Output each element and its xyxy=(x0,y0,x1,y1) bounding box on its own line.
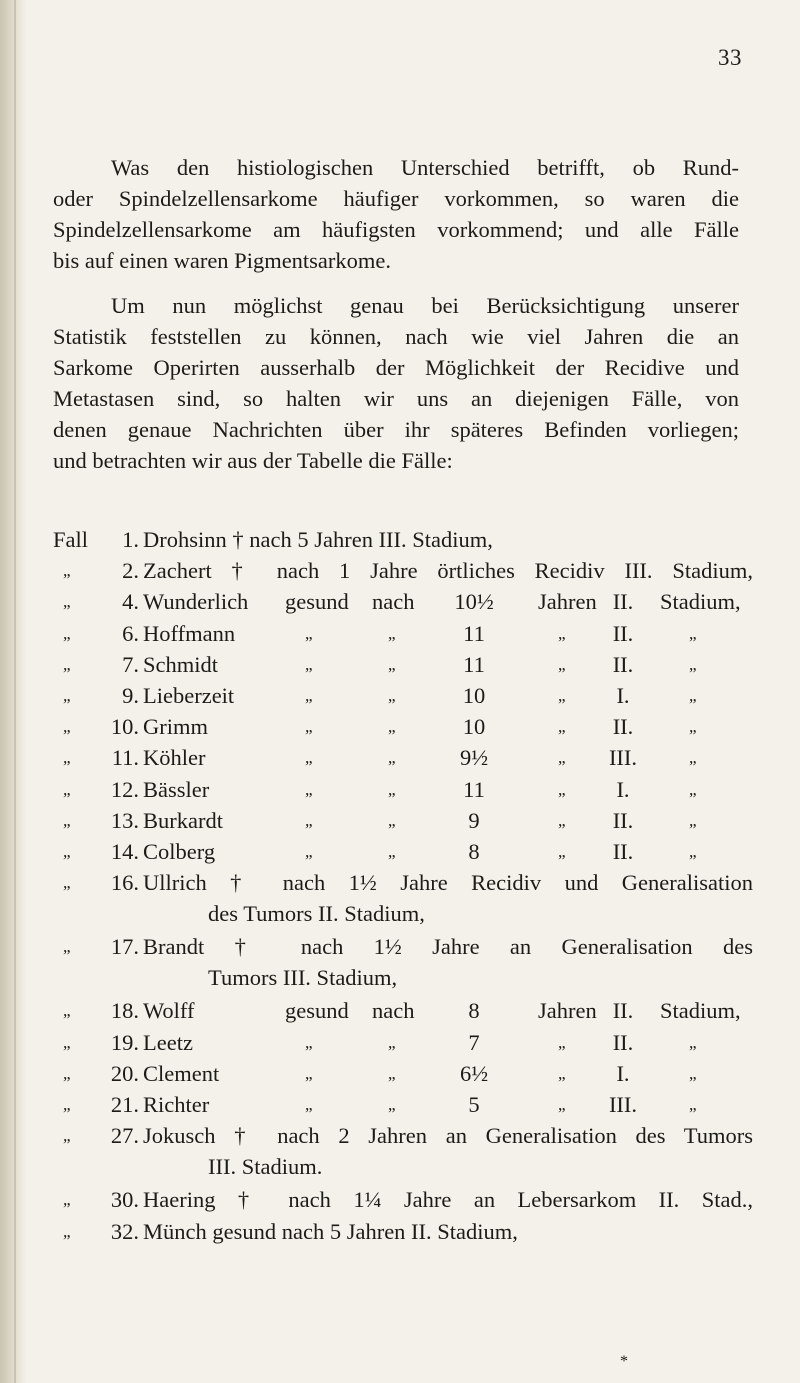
ditto-mark: „ xyxy=(558,1063,565,1083)
case-text-continuation: III. Stadium. xyxy=(208,1154,323,1180)
case-row xyxy=(53,836,753,867)
ditto-mark: „ xyxy=(305,748,312,768)
case-number: 16. xyxy=(110,870,139,896)
case-row xyxy=(53,618,753,649)
paragraph-line: Spindelzellensarkome am häufigsten vorkommend; und alle Fälle xyxy=(53,217,739,242)
case-number: 30. xyxy=(110,1187,139,1213)
case-stage: II. xyxy=(612,807,634,833)
paragraph-line: Metastasen sind, so halten wir uns an diejenigen Fälle, von xyxy=(53,386,739,411)
ditto-mark: „ xyxy=(689,810,696,830)
case-row-continuation xyxy=(53,962,753,995)
case-stage: I. xyxy=(616,682,630,708)
case-number: 27. xyxy=(110,1123,139,1149)
case-stage: III. xyxy=(608,1092,638,1117)
ditto-mark: „ xyxy=(558,810,565,830)
case-row xyxy=(53,1120,753,1151)
ditto-mark: „ xyxy=(558,654,565,674)
case-nach: nach xyxy=(372,998,415,1024)
ditto-mark: „ xyxy=(305,685,312,705)
ditto-mark: „ xyxy=(388,654,395,674)
case-years: 11 xyxy=(463,651,485,677)
case-number: 1. xyxy=(122,527,139,552)
case-name: Clement xyxy=(143,1060,220,1086)
paragraph-line: oder Spindelzellensarkome häufiger vorkommen, so waren die xyxy=(53,186,739,211)
case-row xyxy=(53,1184,753,1215)
case-name: Wolff xyxy=(143,998,195,1024)
ditto-mark: „ xyxy=(558,1095,565,1114)
case-text-continuation: Tumors III. Stadium, xyxy=(208,965,398,991)
case-row xyxy=(53,680,753,711)
ditto-mark: „ xyxy=(305,810,312,830)
ditto-mark: „ xyxy=(63,779,70,799)
case-number: 17. xyxy=(110,934,139,960)
case-jahren: Jahren xyxy=(538,998,597,1024)
case-number: 32. xyxy=(110,1218,139,1244)
case-years: 11 xyxy=(463,620,485,646)
ditto-mark: „ xyxy=(689,654,696,674)
ditto-mark: „ xyxy=(63,748,70,768)
case-number: 10. xyxy=(110,714,139,740)
case-number: 7. xyxy=(122,651,139,677)
ditto-mark: „ xyxy=(388,1032,395,1052)
ditto-mark: „ xyxy=(689,717,696,737)
case-status: gesund xyxy=(285,589,349,615)
ditto-mark: „ xyxy=(558,748,565,768)
case-stage: II. xyxy=(612,589,634,615)
ditto-mark: „ xyxy=(63,1126,70,1146)
ditto-mark: „ xyxy=(63,685,70,705)
case-years: 10 xyxy=(462,682,486,708)
case-number: 11. xyxy=(111,745,139,771)
ditto-mark: „ xyxy=(63,1190,70,1210)
case-nach: nach xyxy=(372,589,415,615)
paragraph-line: und betrachten wir aus der Tabelle die Fälle: xyxy=(53,448,453,473)
case-stadium: Stadium, xyxy=(660,589,741,615)
ditto-mark: „ xyxy=(558,841,565,861)
ditto-mark: „ xyxy=(305,841,312,861)
case-row xyxy=(53,805,753,836)
case-number: 21. xyxy=(110,1092,139,1117)
case-stage: II. xyxy=(612,838,634,864)
ditto-mark: „ xyxy=(689,685,696,705)
paragraph-line: Sarkome Operirten ausserhalb der Möglichkeit der Recidive und xyxy=(53,355,739,380)
ditto-mark: „ xyxy=(388,1063,395,1083)
case-years: 6½ xyxy=(459,1060,489,1086)
ditto-mark: „ xyxy=(689,1063,696,1083)
ditto-mark: „ xyxy=(558,623,565,643)
case-number: 20. xyxy=(110,1060,139,1086)
case-years: 10½ xyxy=(454,589,494,615)
case-text: Münch gesund nach 5 Jahren II. Stadium, xyxy=(143,1218,518,1244)
case-stage: II. xyxy=(612,651,634,677)
case-number: 2. xyxy=(122,558,139,584)
ditto-mark: „ xyxy=(388,717,395,737)
case-name: Hoffmann xyxy=(143,620,236,646)
ditto-mark: „ xyxy=(388,685,395,705)
case-name: Colberg xyxy=(143,838,216,864)
case-name: Leetz xyxy=(143,1029,193,1055)
case-name: Richter xyxy=(143,1092,210,1117)
case-stage: I. xyxy=(616,776,630,802)
case-row xyxy=(53,555,753,586)
ditto-mark: „ xyxy=(305,1063,312,1083)
case-stage: II. xyxy=(612,620,634,646)
case-row xyxy=(53,524,753,555)
case-row xyxy=(53,1216,753,1247)
ditto-mark: „ xyxy=(63,841,70,861)
ditto-mark: „ xyxy=(63,1095,70,1114)
case-list xyxy=(53,524,753,1247)
case-years: 5 xyxy=(468,1092,480,1117)
ditto-mark: „ xyxy=(63,561,70,581)
ditto-mark: „ xyxy=(689,1032,696,1052)
page-number: 33 xyxy=(718,45,742,70)
case-number: 9. xyxy=(122,682,139,708)
paragraph-line: bis auf einen waren Pigmentsarkome. xyxy=(53,248,392,273)
case-row xyxy=(53,1089,753,1120)
paragraph-line: denen genaue Nachrichten über ihr späteres Befinden vorliegen; xyxy=(53,417,739,442)
case-name: Lieberzeit xyxy=(143,682,235,708)
case-years: 9½ xyxy=(459,745,489,771)
ditto-mark: „ xyxy=(63,810,70,830)
case-row xyxy=(53,742,753,773)
case-number: 6. xyxy=(122,620,139,646)
ditto-mark: „ xyxy=(558,779,565,799)
case-status: gesund xyxy=(285,998,349,1024)
ditto-mark: „ xyxy=(63,873,70,893)
ditto-mark: „ xyxy=(388,623,395,643)
ditto-mark: „ xyxy=(63,937,70,957)
case-years: 9 xyxy=(468,807,480,833)
case-row xyxy=(53,1058,753,1089)
case-row xyxy=(53,931,753,962)
case-text: Jokusch † nach 2 Jahren an Generalisation des Tumors xyxy=(143,1123,753,1149)
ditto-mark: „ xyxy=(388,748,395,768)
ditto-mark: „ xyxy=(388,779,395,799)
ditto-mark: „ xyxy=(558,685,565,705)
case-text: Drohsinn † nach 5 Jahren III. Stadium, xyxy=(143,527,493,552)
case-years: 7 xyxy=(468,1029,480,1055)
case-number: 19. xyxy=(110,1029,139,1055)
case-name: Burkardt xyxy=(143,807,223,833)
case-row xyxy=(53,649,753,680)
case-number: 18. xyxy=(110,998,139,1024)
ditto-mark: „ xyxy=(63,1001,70,1021)
case-row-continuation xyxy=(53,1151,753,1184)
case-name: Schmidt xyxy=(143,651,219,677)
ditto-mark: „ xyxy=(689,841,696,861)
ditto-mark: „ xyxy=(689,623,696,643)
ditto-mark: „ xyxy=(305,779,312,799)
ditto-mark: „ xyxy=(689,779,696,799)
ditto-mark: „ xyxy=(305,654,312,674)
case-stage: II. xyxy=(612,1029,634,1055)
ditto-mark: „ xyxy=(558,1032,565,1052)
ditto-mark: „ xyxy=(305,1095,312,1114)
ditto-mark: „ xyxy=(305,1032,312,1052)
ditto-mark: „ xyxy=(558,717,565,737)
ditto-mark: „ xyxy=(388,810,395,830)
case-number: 12. xyxy=(110,776,139,802)
case-stage: II. xyxy=(612,714,634,740)
case-years: 8 xyxy=(468,838,480,864)
case-stage: III. xyxy=(608,745,638,771)
ditto-mark: „ xyxy=(63,592,70,612)
case-stadium: Stadium, xyxy=(660,998,741,1024)
ditto-mark: „ xyxy=(388,841,395,861)
case-name: Köhler xyxy=(143,745,206,771)
case-name: Wunderlich xyxy=(143,589,249,615)
case-text: Ullrich † nach 1½ Jahre Recidiv und Generalisation xyxy=(143,870,753,896)
case-name: Grimm xyxy=(143,714,208,740)
case-row xyxy=(53,867,753,898)
case-row xyxy=(53,586,753,617)
ditto-mark: „ xyxy=(305,623,312,643)
case-text: Zachert † nach 1 Jahre örtliches Recidiv III. Stadium, xyxy=(143,558,753,584)
case-name: Bässler xyxy=(143,776,210,802)
case-years: 10 xyxy=(462,714,486,740)
ditto-mark: „ xyxy=(63,623,70,643)
case-years: 11 xyxy=(463,776,485,802)
ditto-mark: „ xyxy=(63,717,70,737)
ditto-mark: „ xyxy=(388,1095,395,1114)
ditto-mark: „ xyxy=(689,748,696,768)
case-text: Brandt † nach 1½ Jahre an Generalisation des xyxy=(143,934,753,960)
case-number: 14. xyxy=(110,838,139,864)
paragraph-line: Statistik feststellen zu können, nach wie viel Jahren die an xyxy=(53,324,739,349)
case-row xyxy=(53,774,753,805)
case-years: 8 xyxy=(468,998,480,1024)
paragraph-statistics xyxy=(53,290,739,476)
case-prefix: Fall xyxy=(53,527,89,552)
case-row xyxy=(53,1027,753,1058)
book-binding-edge xyxy=(0,0,26,1383)
case-stage: II. xyxy=(612,998,634,1024)
case-number: 13. xyxy=(110,807,139,833)
case-row xyxy=(53,711,753,742)
case-row-continuation xyxy=(53,898,753,931)
ditto-mark: „ xyxy=(63,1221,70,1241)
paragraph-line: Um nun möglichst genau bei Berücksichtigung unserer xyxy=(111,293,739,318)
ditto-mark: „ xyxy=(63,1063,70,1083)
ditto-mark: „ xyxy=(305,717,312,737)
signature-mark: * xyxy=(620,1353,628,1370)
case-jahren: Jahren xyxy=(538,589,597,615)
ditto-mark: „ xyxy=(689,1095,696,1114)
paragraph-histology xyxy=(53,152,739,276)
paragraph-line: Was den histiologischen Unterschied betrifft, ob Rund- xyxy=(111,155,739,180)
case-text-continuation: des Tumors II. Stadium, xyxy=(208,901,425,927)
case-number: 4. xyxy=(122,589,139,615)
binding-shadow-line xyxy=(14,0,16,1383)
case-row xyxy=(53,995,753,1026)
ditto-mark: „ xyxy=(63,654,70,674)
case-stage: I. xyxy=(616,1060,630,1086)
ditto-mark: „ xyxy=(63,1032,70,1052)
case-text: Haering † nach 1¼ Jahre an Lebersarkom II. Stad., xyxy=(143,1187,753,1213)
